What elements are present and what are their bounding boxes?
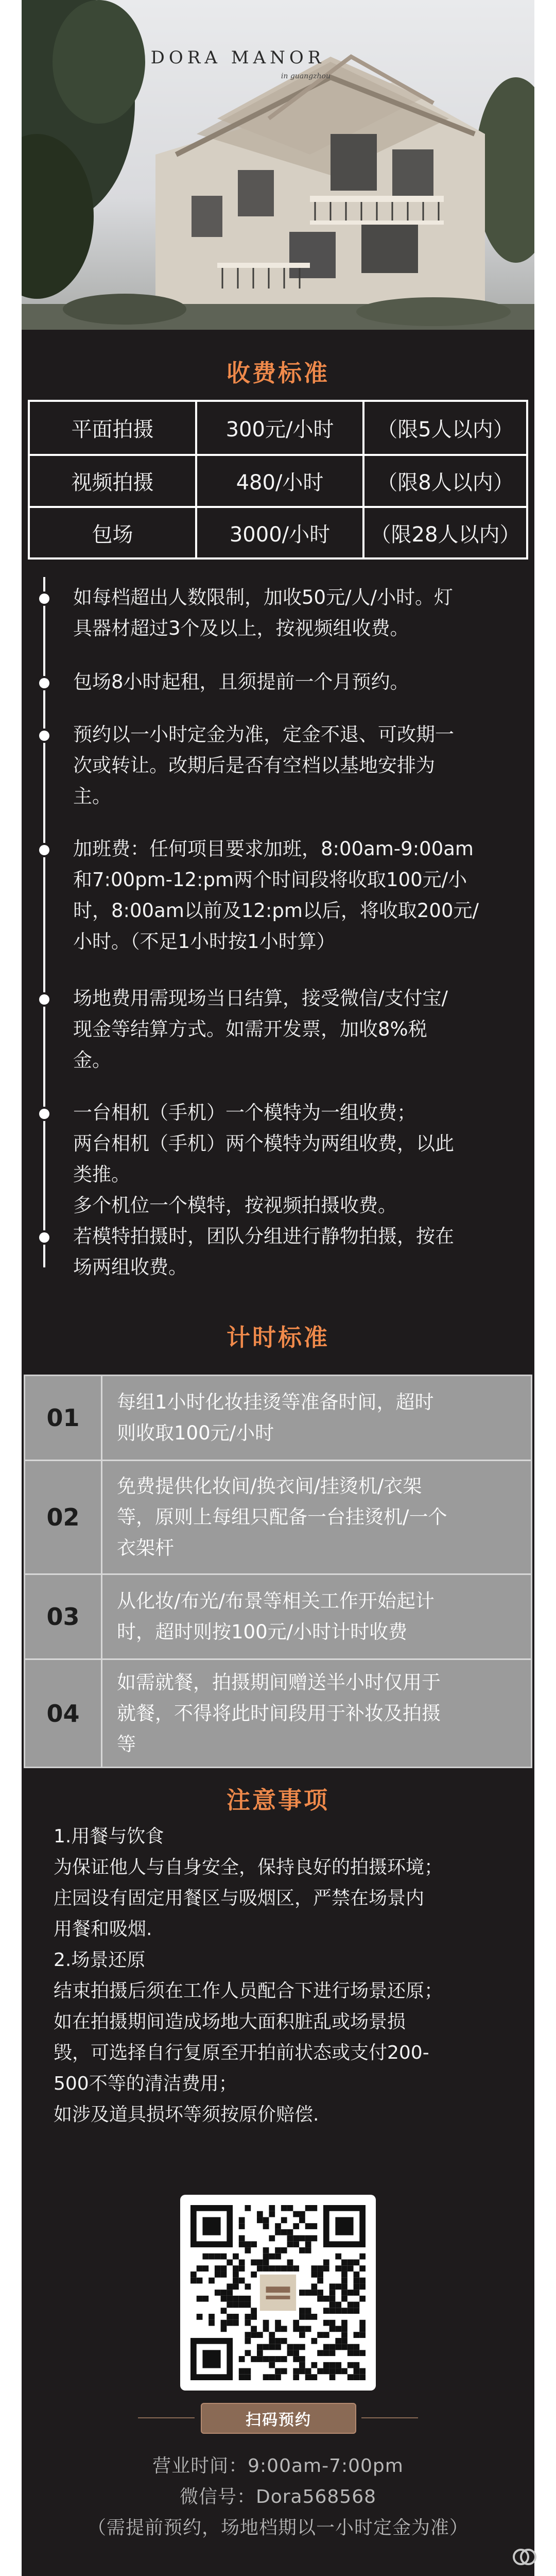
precaution-line: 500不等的清洁费用；: [54, 2073, 237, 2094]
timing-row: [25, 1575, 531, 1658]
brand-subtitle: in guangzhou: [281, 72, 331, 80]
note-line: 金。: [73, 1049, 111, 1071]
bullet-dot: [39, 1232, 49, 1243]
bullet-dot: [39, 594, 49, 604]
precaution-line: 毁，可选择自行复原至开拍前状态或支付200-: [54, 2042, 429, 2063]
timing-line: 从化妆/布光/布景等相关工作开始起计: [117, 1590, 435, 1612]
price-row: [30, 402, 526, 454]
brand-logo: DORA MANOR: [150, 47, 325, 68]
hero-photo: [22, 0, 534, 330]
note-item: [73, 1097, 524, 1221]
timing-row: [25, 1461, 531, 1573]
bullet-dot: [39, 1109, 49, 1119]
timing-text: [117, 1376, 524, 1460]
note-line: 具器材超过3个及以上，按视频组收费。: [73, 617, 409, 639]
timing-title: 计时标准: [227, 1324, 329, 1351]
note-line: 如每档超出人数限制，加收50元/人/小时。灯: [73, 586, 454, 608]
timing-number: 01: [25, 1376, 102, 1460]
watermark-icon: [510, 2544, 541, 2570]
precaution-line: 结束拍摄后须在工作人员配合下进行场景还原；: [54, 1980, 443, 2002]
precaution-line: 如在拍摄期间造成场地大面积脏乱或场景损: [54, 2011, 406, 2032]
note-line: 次或转让。改期后是否有空档以基地安排为: [73, 754, 435, 776]
timing-line: 时，超时则按100元/小时计时收费: [117, 1621, 408, 1643]
note-line: 现金等结算方式。如需开发票，加收8%税: [73, 1018, 427, 1040]
timing-line: 免费提供化妆间/换衣间/挂烫机/衣架: [117, 1475, 422, 1497]
note-line: 类推。: [73, 1163, 130, 1185]
note-line: 一台相机（手机）一个模特为一组收费；: [73, 1101, 416, 1124]
note-line: 两台相机（手机）两个模特为两组收费，以此: [73, 1132, 454, 1155]
note-line: 主。: [73, 785, 111, 807]
precaution-line: 1.用餐与饮食: [54, 1826, 164, 1847]
timing-text: [117, 1575, 524, 1658]
note-line: 若模特拍摄时，团队分组进行静物拍摄，按在: [73, 1225, 454, 1247]
timing-number: 02: [25, 1461, 102, 1573]
timing-row: [25, 1376, 531, 1460]
wechat-id: 微信号：Dora568568: [179, 2486, 377, 2507]
timing-row: [25, 1660, 531, 1767]
price-type: 平面拍摄: [30, 402, 197, 454]
timing-line: 每组1小时化妆挂烫等准备时间，超时: [117, 1391, 434, 1413]
price-row: [30, 454, 526, 506]
bullet-dot: [39, 994, 49, 1005]
note-item: [73, 582, 524, 644]
price-limit: （限8人以内）: [377, 471, 514, 495]
price-table: [28, 400, 528, 560]
timing-line: 衣架杆: [117, 1537, 174, 1559]
qr-pattern: [190, 2205, 366, 2380]
precaution-line: 庄园设有固定用餐区与吸烟区，严禁在场景内: [54, 1888, 425, 1909]
price-row: [30, 506, 526, 558]
qr-code[interactable]: [180, 2195, 376, 2391]
note-item: [73, 667, 524, 698]
price-type: 包场: [30, 508, 197, 558]
price-limit: （限28人以内）: [370, 523, 520, 547]
note-item: [73, 719, 524, 812]
note-line: 预约以一小时定金为准，定金不退、可改期一: [73, 723, 454, 745]
timing-line: 如需就餐，拍摄期间赠送半小时仅用于: [117, 1671, 441, 1693]
timing-line: 等，原则上每组只配备一台挂烫机/一个: [117, 1506, 447, 1528]
timing-text: [117, 1461, 524, 1573]
bullet-dot: [39, 731, 49, 741]
pricing-title: 收费标准: [227, 359, 329, 387]
note-item: [73, 834, 524, 957]
note-line: 时，8:00am以前及12:pm以后，将收取200元/: [73, 900, 479, 922]
scan-booking-button[interactable]: 扫码预约: [201, 2403, 356, 2434]
bullet-dot: [39, 845, 49, 855]
price-value: 300元/小时: [197, 402, 364, 454]
price-value: 3000/小时: [197, 508, 364, 558]
bullet-dot: [39, 678, 49, 688]
note-line: 包场8小时起租，且须提前一个月预约。: [73, 671, 409, 693]
precaution-line: 用餐和吸烟.: [54, 1919, 152, 1940]
timing-text: [117, 1660, 524, 1767]
timing-table: [24, 1375, 532, 1768]
precautions-title: 注意事项: [227, 1786, 329, 1814]
note-line: 加班费：任何项目要求加班，8:00am-9:00am: [73, 838, 474, 860]
note-item: [73, 983, 524, 1076]
note-line: 和7:00pm-12:pm两个时间段将收取100元/小: [73, 869, 467, 891]
note-line: 多个机位一个模特，按视频拍摄收费。: [73, 1194, 397, 1216]
timing-line: 则收取100元/小时: [117, 1422, 274, 1444]
timing-line: 等: [117, 1733, 136, 1755]
price-type: 视频拍摄: [30, 456, 197, 506]
note-line: 场两组收费。: [73, 1256, 187, 1278]
precaution-line: 为保证他人与自身安全，保持良好的拍摄环境；: [54, 1857, 443, 1878]
note-line: 场地费用需现场当日结算，接受微信/支付宝/: [73, 987, 448, 1009]
divider-line: [361, 2417, 418, 2418]
booking-reminder: （需提前预约，场地档期以一小时定金为准）: [87, 2517, 468, 2538]
precaution-line: 如涉及道具损坏等须按原价赔偿.: [54, 2104, 319, 2125]
timing-line: 就餐，不得将此时间段用于补妆及拍摄: [117, 1702, 441, 1724]
business-hours: 营业时间：9:00am-7:00pm: [152, 2455, 404, 2477]
price-card: [22, 0, 534, 2576]
divider-line: [138, 2417, 195, 2418]
price-limit: （限5人以内）: [377, 418, 514, 442]
note-line: 小时。（不足1小时按1小时算）: [73, 930, 336, 953]
timing-number: 04: [25, 1660, 102, 1767]
precaution-line: 2.场景还原: [54, 1950, 146, 1971]
timing-number: 03: [25, 1575, 102, 1658]
note-item: [73, 1221, 524, 1283]
price-value: 480/小时: [197, 456, 364, 506]
